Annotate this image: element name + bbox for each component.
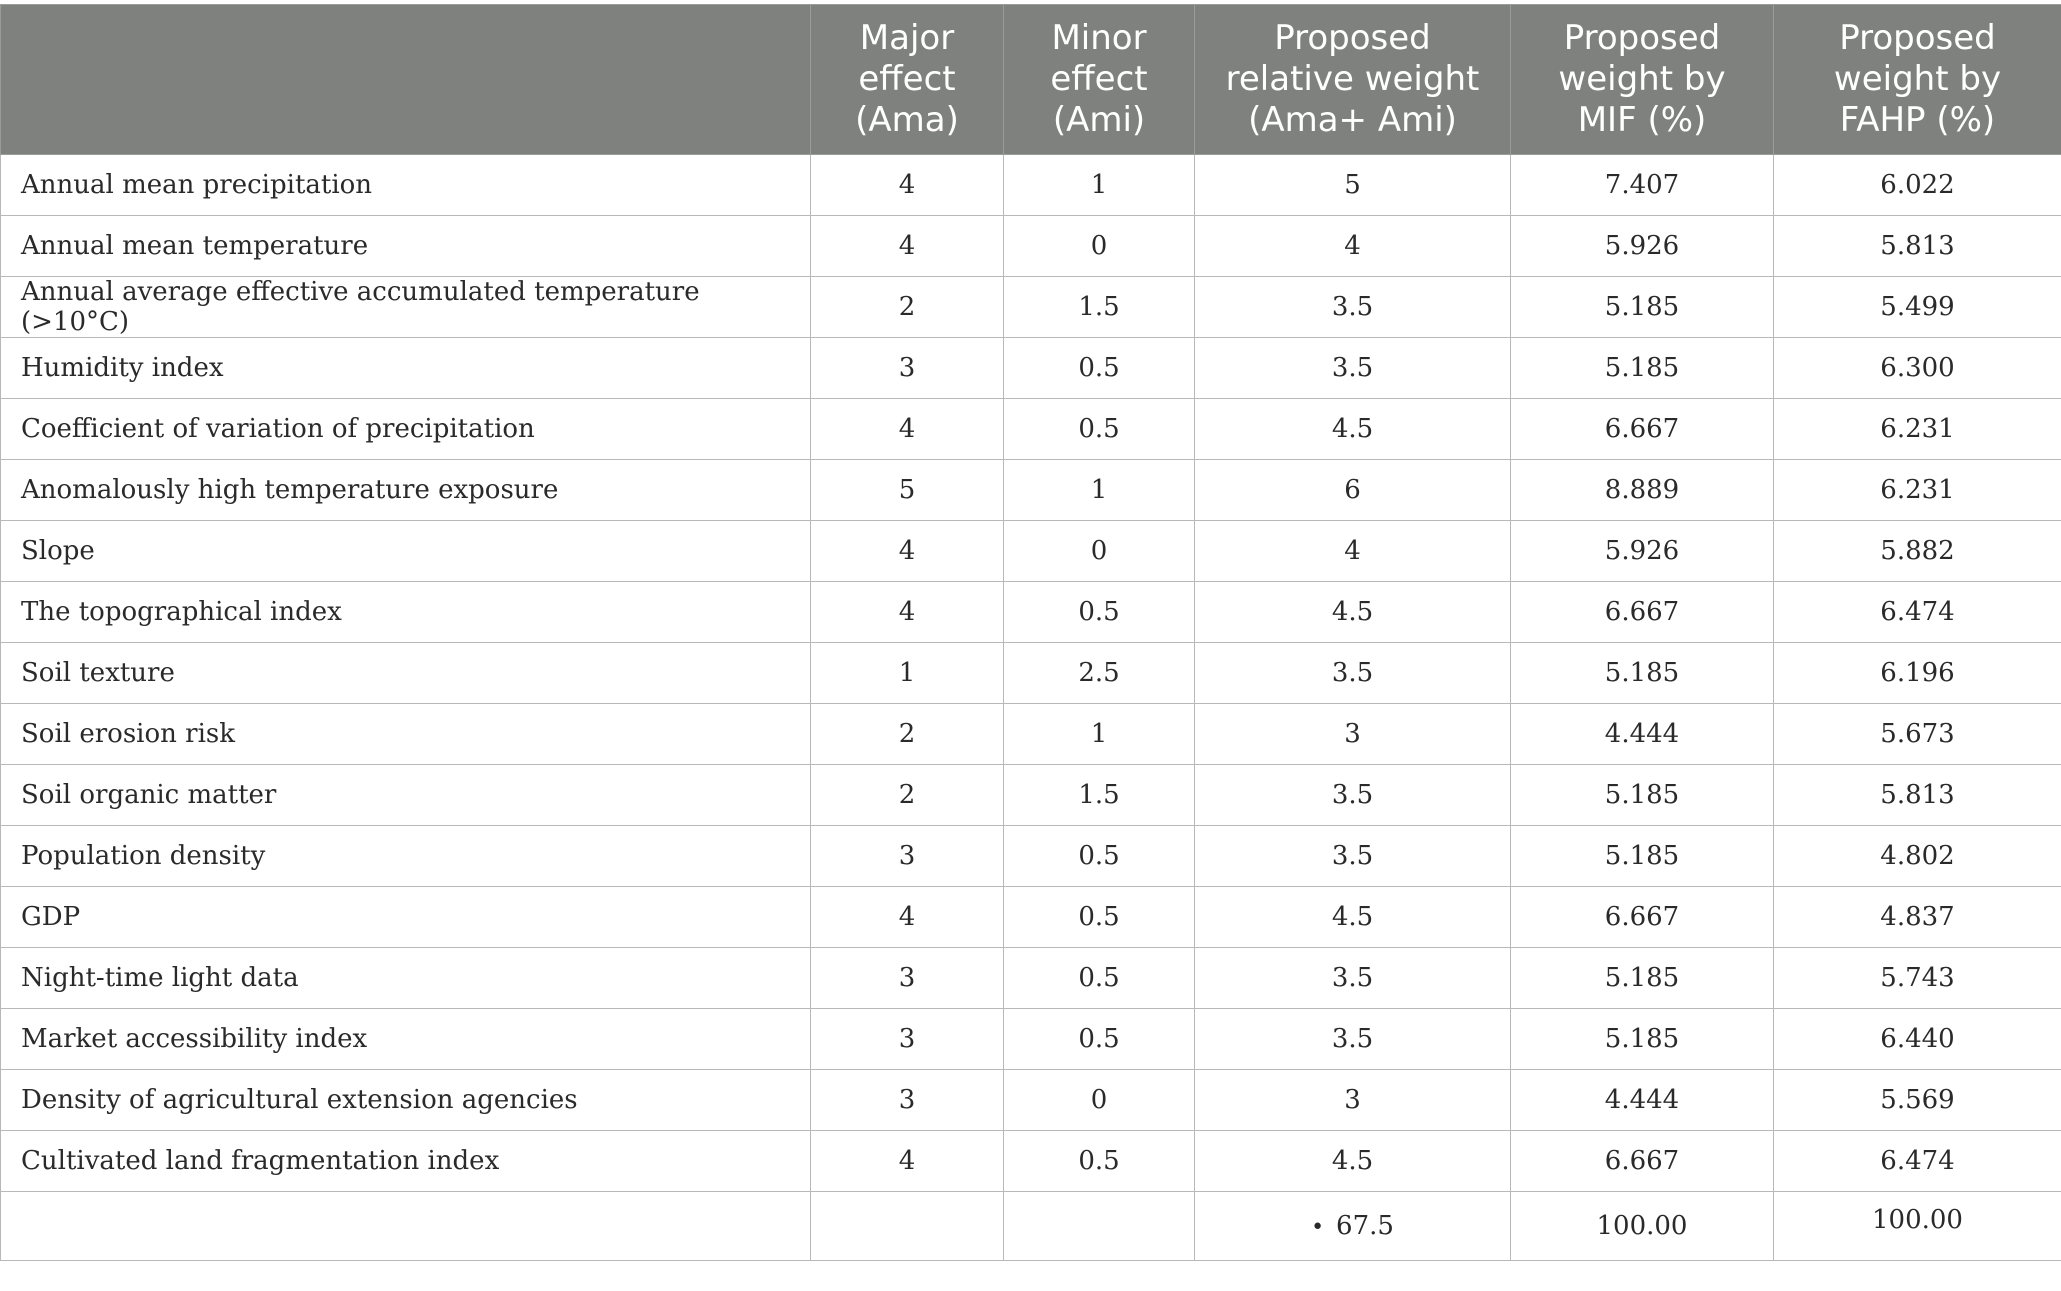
cell-fahp-weight: 6.231 <box>1774 460 2061 521</box>
table-row <box>1 338 2061 399</box>
cell-indicator: Annual mean temperature <box>1 216 811 277</box>
total-relative: 67.5 <box>1336 1211 1394 1241</box>
table-row <box>1 460 2061 521</box>
header-mif-weight: Proposed weight by MIF (%) <box>1511 5 1774 155</box>
cell-mif-weight: 5.926 <box>1511 521 1774 582</box>
cell-major-effect: 3 <box>811 338 1004 399</box>
cell-mif-weight: 5.185 <box>1511 338 1774 399</box>
header-major-effect: Major effect (Ama) <box>811 5 1004 155</box>
cell-relative-weight: 6 <box>1195 460 1511 521</box>
cell-relative-weight: 4 <box>1195 521 1511 582</box>
cell-fahp-weight: 5.813 <box>1774 765 2061 826</box>
header-minor-effect: Minor effect (Ami) <box>1004 5 1195 155</box>
cell-mif-weight: 5.185 <box>1511 765 1774 826</box>
header-relative-weight: Proposed relative weight (Ama+ Ami) <box>1195 5 1511 155</box>
weights-table-container <box>0 4 2061 1261</box>
cell-fahp-weight: 5.743 <box>1774 948 2061 1009</box>
total-minor <box>1004 1192 1195 1261</box>
cell-major-effect: 5 <box>811 460 1004 521</box>
cell-indicator: Soil texture <box>1 643 811 704</box>
cell-major-effect: 3 <box>811 1009 1004 1070</box>
cell-mif-weight: 4.444 <box>1511 704 1774 765</box>
cell-minor-effect: 0.5 <box>1004 338 1195 399</box>
cell-minor-effect: 0.5 <box>1004 887 1195 948</box>
cell-mif-weight: 5.185 <box>1511 643 1774 704</box>
cell-indicator: Anomalously high temperature exposure <box>1 460 811 521</box>
table-row <box>1 887 2061 948</box>
cell-major-effect: 4 <box>811 399 1004 460</box>
cell-minor-effect: 1.5 <box>1004 765 1195 826</box>
cell-minor-effect: 0 <box>1004 521 1195 582</box>
cell-minor-effect: 0 <box>1004 1070 1195 1131</box>
cell-indicator: GDP <box>1 887 811 948</box>
bullet-icon: • <box>1311 1215 1325 1240</box>
cell-relative-weight: 4 <box>1195 216 1511 277</box>
cell-indicator: Density of agricultural extension agencies <box>1 1070 811 1131</box>
cell-indicator: Soil organic matter <box>1 765 811 826</box>
cell-fahp-weight: 6.022 <box>1774 155 2061 216</box>
cell-mif-weight: 6.667 <box>1511 1131 1774 1192</box>
cell-indicator: Soil erosion risk <box>1 704 811 765</box>
cell-major-effect: 4 <box>811 1131 1004 1192</box>
table-row <box>1 1009 2061 1070</box>
cell-fahp-weight: 4.837 <box>1774 887 2061 948</box>
table-row <box>1 399 2061 460</box>
cell-fahp-weight: 6.300 <box>1774 338 2061 399</box>
table-row <box>1 704 2061 765</box>
cell-indicator: Coefficient of variation of precipitation <box>1 399 811 460</box>
cell-relative-weight: 4.5 <box>1195 582 1511 643</box>
cell-mif-weight: 5.185 <box>1511 826 1774 887</box>
table-row <box>1 521 2061 582</box>
cell-relative-weight: 3.5 <box>1195 765 1511 826</box>
cell-relative-weight: 3.5 <box>1195 643 1511 704</box>
cell-minor-effect: 1 <box>1004 460 1195 521</box>
table-total-row <box>1 1192 2061 1261</box>
cell-mif-weight: 5.185 <box>1511 1009 1774 1070</box>
cell-indicator: Population density <box>1 826 811 887</box>
cell-fahp-weight: 6.231 <box>1774 399 2061 460</box>
cell-major-effect: 4 <box>811 582 1004 643</box>
cell-relative-weight: 3.5 <box>1195 1009 1511 1070</box>
table-row <box>1 1070 2061 1131</box>
total-major <box>811 1192 1004 1261</box>
cell-major-effect: 2 <box>811 704 1004 765</box>
cell-indicator: Market accessibility index <box>1 1009 811 1070</box>
cell-fahp-weight: 6.196 <box>1774 643 2061 704</box>
cell-mif-weight: 4.444 <box>1511 1070 1774 1131</box>
cell-major-effect: 3 <box>811 948 1004 1009</box>
total-fahp: 100.00 <box>1872 1205 1963 1235</box>
total-relative-cell <box>1195 1192 1511 1261</box>
cell-fahp-weight: 5.569 <box>1774 1070 2061 1131</box>
cell-major-effect: 2 <box>811 765 1004 826</box>
cell-relative-weight: 4.5 <box>1195 399 1511 460</box>
cell-relative-weight: 3.5 <box>1195 948 1511 1009</box>
cell-relative-weight: 3.5 <box>1195 338 1511 399</box>
cell-major-effect: 4 <box>811 521 1004 582</box>
table-row <box>1 216 2061 277</box>
table-row <box>1 948 2061 1009</box>
cell-mif-weight: 6.667 <box>1511 582 1774 643</box>
cell-major-effect: 3 <box>811 826 1004 887</box>
cell-indicator: Cultivated land fragmentation index <box>1 1131 811 1192</box>
table-row <box>1 155 2061 216</box>
cell-mif-weight: 5.185 <box>1511 948 1774 1009</box>
cell-indicator: Annual mean precipitation <box>1 155 811 216</box>
cell-indicator: Annual average effective accumulated temperature (>10°C) <box>1 277 811 338</box>
cell-major-effect: 4 <box>811 216 1004 277</box>
cell-fahp-weight: 5.673 <box>1774 704 2061 765</box>
cell-fahp-weight: 4.802 <box>1774 826 2061 887</box>
cell-mif-weight: 5.185 <box>1511 277 1774 338</box>
cell-relative-weight: 4.5 <box>1195 887 1511 948</box>
cell-fahp-weight: 5.882 <box>1774 521 2061 582</box>
cell-mif-weight: 5.926 <box>1511 216 1774 277</box>
table-row <box>1 277 2061 338</box>
cell-indicator: The topographical index <box>1 582 811 643</box>
cell-fahp-weight: 6.440 <box>1774 1009 2061 1070</box>
cell-indicator: Humidity index <box>1 338 811 399</box>
table-row <box>1 582 2061 643</box>
weights-table <box>0 4 2061 1261</box>
cell-fahp-weight: 5.499 <box>1774 277 2061 338</box>
cell-minor-effect: 0.5 <box>1004 399 1195 460</box>
cell-mif-weight: 6.667 <box>1511 399 1774 460</box>
cell-relative-weight: 3.5 <box>1195 826 1511 887</box>
cell-indicator: Slope <box>1 521 811 582</box>
cell-relative-weight: 3.5 <box>1195 277 1511 338</box>
header-indicator <box>1 5 811 155</box>
total-fahp-cell <box>1774 1192 2061 1261</box>
cell-fahp-weight: 5.813 <box>1774 216 2061 277</box>
cell-minor-effect: 0.5 <box>1004 826 1195 887</box>
table-row <box>1 1131 2061 1192</box>
cell-mif-weight: 8.889 <box>1511 460 1774 521</box>
cell-minor-effect: 1 <box>1004 155 1195 216</box>
cell-fahp-weight: 6.474 <box>1774 1131 2061 1192</box>
cell-mif-weight: 6.667 <box>1511 887 1774 948</box>
total-mif: 100.00 <box>1511 1192 1774 1261</box>
cell-minor-effect: 1.5 <box>1004 277 1195 338</box>
cell-relative-weight: 3 <box>1195 1070 1511 1131</box>
table-header-row <box>1 5 2061 155</box>
cell-minor-effect: 0 <box>1004 216 1195 277</box>
cell-major-effect: 4 <box>811 155 1004 216</box>
table-row <box>1 826 2061 887</box>
cell-major-effect: 1 <box>811 643 1004 704</box>
cell-major-effect: 3 <box>811 1070 1004 1131</box>
cell-fahp-weight: 6.474 <box>1774 582 2061 643</box>
cell-minor-effect: 0.5 <box>1004 948 1195 1009</box>
table-row <box>1 643 2061 704</box>
table-row <box>1 765 2061 826</box>
cell-minor-effect: 1 <box>1004 704 1195 765</box>
cell-relative-weight: 5 <box>1195 155 1511 216</box>
cell-minor-effect: 2.5 <box>1004 643 1195 704</box>
cell-indicator: Night-time light data <box>1 948 811 1009</box>
cell-minor-effect: 0.5 <box>1004 1131 1195 1192</box>
header-fahp-weight: Proposed weight by FAHP (%) <box>1774 5 2061 155</box>
cell-relative-weight: 3 <box>1195 704 1511 765</box>
cell-major-effect: 2 <box>811 277 1004 338</box>
cell-major-effect: 4 <box>811 887 1004 948</box>
cell-minor-effect: 0.5 <box>1004 1009 1195 1070</box>
cell-relative-weight: 4.5 <box>1195 1131 1511 1192</box>
total-label <box>1 1192 811 1261</box>
cell-mif-weight: 7.407 <box>1511 155 1774 216</box>
cell-minor-effect: 0.5 <box>1004 582 1195 643</box>
